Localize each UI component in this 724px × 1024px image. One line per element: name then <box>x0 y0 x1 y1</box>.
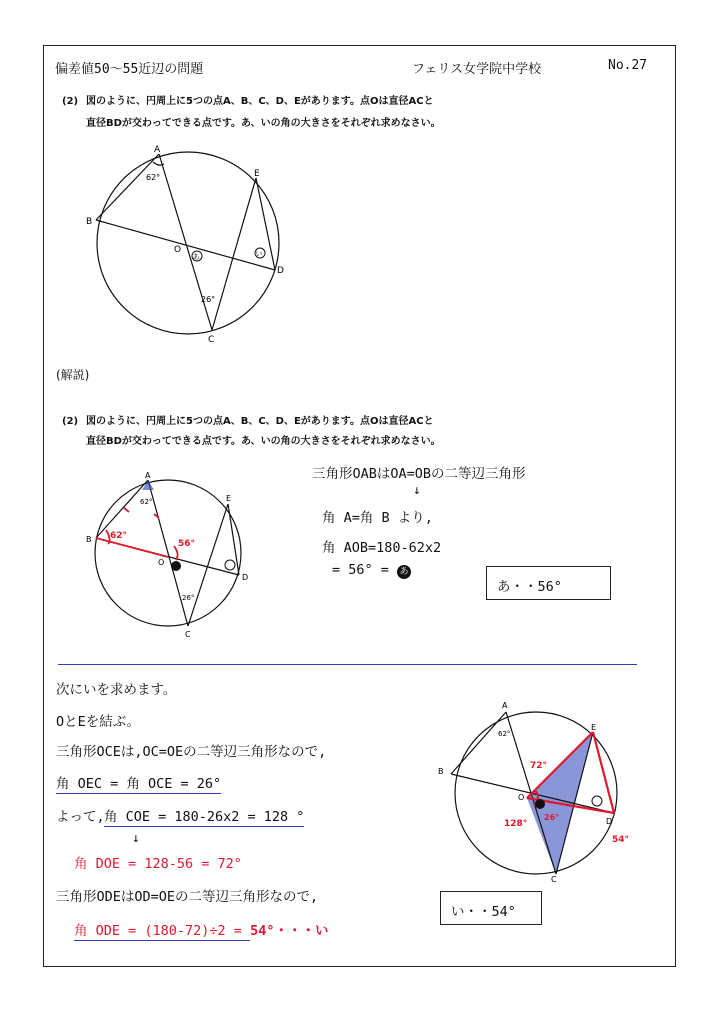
part2-line3-prefix: よって, <box>56 809 105 825</box>
fig1-angle-C: 26° <box>201 295 216 304</box>
header-school: フェリス女学院中学校 <box>412 62 542 77</box>
answer-box-2 <box>440 891 542 925</box>
part2-line2: 角 OEC = 角 OCE = 26° <box>56 772 221 794</box>
problem-line2-repeat: 直径BDが交わってできる点です。あ、いの角の大きさをそれぞれ求めなさい。 <box>86 436 441 447</box>
fig3-red-54: 54° <box>612 835 630 845</box>
fig1-label-B: B <box>86 217 93 227</box>
fig1-mark-a: あ <box>192 253 200 261</box>
fig3-label-C: C <box>551 875 557 884</box>
fig1-angle-A: 62° <box>146 173 161 182</box>
fig2-label-O: O <box>158 558 165 567</box>
part2-intro: 次にいを求めます。 <box>56 682 177 698</box>
fig2-angle-C: 26° <box>182 594 195 602</box>
problem-line2: 直径BDが交わってできる点です。あ、いの角の大きさをそれぞれ求めなさい。 <box>86 118 441 129</box>
fig2-label-D: D <box>242 573 249 582</box>
solution-step3: 角 AOB=180-62x2 <box>322 540 442 556</box>
solution-arrow1: ↓ <box>413 482 421 497</box>
solution-figure-1 <box>82 468 262 640</box>
fig1-mark-i: い <box>255 250 263 258</box>
part2-connect: OとEを結ぶ。 <box>56 714 141 730</box>
part2-line3: 角 COE = 180-26x2 = 128 ° <box>104 805 304 827</box>
fig2-label-C: C <box>185 630 191 639</box>
part2-arrow: ↓ <box>132 830 140 845</box>
solution-step4-mark: あ <box>397 565 411 579</box>
fig3-red-26: 26° <box>544 813 560 822</box>
answer-2: い・・54° <box>451 904 516 920</box>
fig2-label-E: E <box>226 494 232 503</box>
part2-line5: 三角形ODEはOD=OEの二等辺三角形なので, <box>56 889 319 905</box>
solution-step2: 角 A=角 B より, <box>322 510 433 526</box>
solution-step1: 三角形OABはOA=OBの二等辺三角形 <box>312 466 526 482</box>
answer-1: あ・・56° <box>497 579 562 595</box>
fig1-label-C: C <box>208 335 215 345</box>
header-number: No.27 <box>608 58 648 73</box>
fig2-red-angle-B: 62° <box>110 531 128 541</box>
problem-line1-repeat: 図のように、円周上に5つの点A、B、C、D、Eがあります。点Oは直径ACと <box>86 416 434 427</box>
part2-line1: 三角形OCEは,OC=OEの二等辺三角形なので, <box>56 744 327 760</box>
fig3-label-D: D <box>606 817 613 826</box>
solution-step4: = 56° = <box>332 562 398 578</box>
fig3-label-E: E <box>591 723 597 732</box>
fig3-red-128: 128° <box>504 819 528 829</box>
part2-line4: 角 DOE = 128-56 = 72° <box>74 856 242 872</box>
fig1-label-A: A <box>154 145 161 155</box>
problem-number: (2) <box>62 96 79 107</box>
fig3-label-O: O <box>518 793 525 802</box>
section-divider <box>58 664 637 665</box>
header-title: 偏差値50〜55近辺の問題 <box>55 62 204 77</box>
answer-box-1 <box>486 566 611 600</box>
solution-figure-2 <box>434 696 644 884</box>
solution-heading: (解説) <box>56 368 90 382</box>
fig3-red-72: 72° <box>530 761 548 771</box>
problem-number-repeat: (2) <box>62 416 79 427</box>
fig1-label-O: O <box>174 245 182 255</box>
fig2-red-angle-O: 56° <box>178 539 196 549</box>
fig1-label-E: E <box>254 169 260 179</box>
problem-line1: 図のように、円周上に5つの点A、B、C、D、Eがあります。点Oは直径ACと <box>86 96 434 107</box>
fig3-label-A: A <box>502 701 508 710</box>
fig2-label-A: A <box>145 471 151 480</box>
problem-figure <box>80 140 310 350</box>
fig3-label-B: B <box>438 767 444 776</box>
fig1-label-D: D <box>277 266 284 276</box>
fig2-angle-A: 62° <box>140 498 153 506</box>
fig2-label-B: B <box>86 535 92 544</box>
part2-line6: 角 ODE = (180-72)÷2 = <box>74 923 251 939</box>
part2-line6-answer: 54°・・・い <box>250 923 329 939</box>
fig3-angle-A: 62° <box>498 730 511 738</box>
